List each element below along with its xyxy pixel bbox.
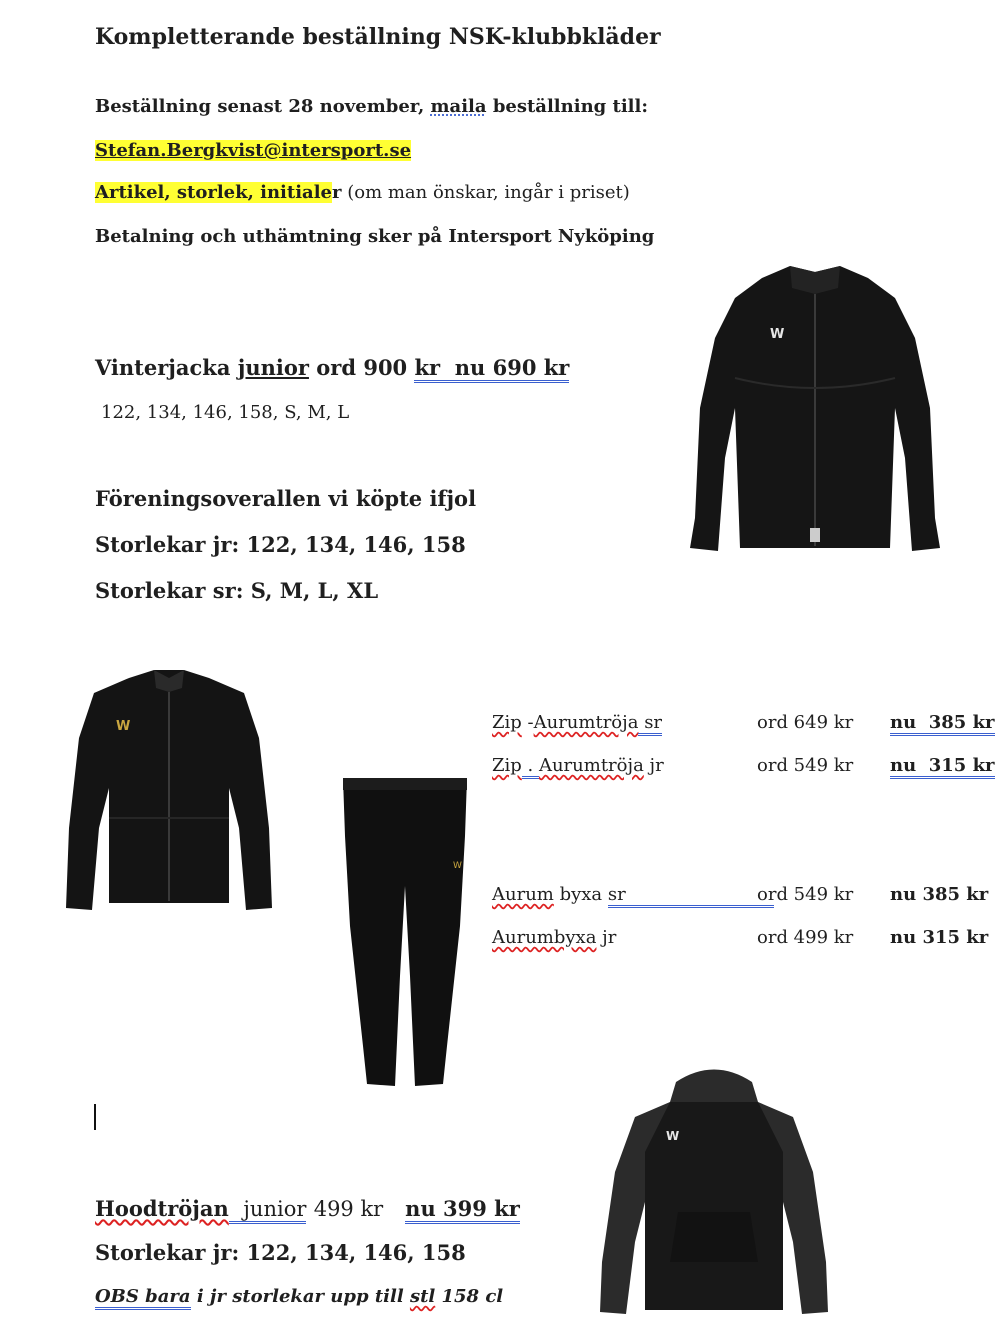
zip-sr-now <box>890 712 995 733</box>
email-link[interactable]: Stefan.Bergkvist@intersport.se <box>95 140 412 161</box>
price-row-pants-sr <box>492 884 774 908</box>
deadline-post: beställning till: <box>486 96 648 117</box>
pants-sr-item-a: Aurum <box>492 884 554 905</box>
overall-heading: Föreningsoverallen vi köpte ifjol <box>95 486 477 511</box>
order-info-line <box>95 182 630 203</box>
overall-sizes-jr: Storlekar jr: 122, 134, 146, 158 <box>95 532 466 557</box>
zip-sr-item-b: - <box>521 712 534 733</box>
hoodie-sizes: Storlekar jr: 122, 134, 146, 158 <box>95 1240 466 1265</box>
zip-sr-ord: ord 649 kr <box>757 712 854 733</box>
pants-image <box>335 776 475 1088</box>
zip-jacket-logo-icon: W <box>116 719 131 734</box>
overall-sizes-sr: Storlekar sr: S, M, L, XL <box>95 578 379 603</box>
winter-jacket-name: Vinterjacka <box>95 355 238 380</box>
deadline-pre: Beställning senast 28 november, <box>95 96 431 117</box>
hoodie-note-mid: i jr storlekar upp till <box>190 1286 410 1307</box>
zip-sr-now-price: 385 kr <box>929 712 995 736</box>
pants-jr-now <box>890 927 988 948</box>
page-title: Kompletterande beställning NSK-klubbkläder <box>95 24 661 50</box>
price-row-zip-sr <box>492 712 662 733</box>
winter-jacket-heading <box>95 355 569 380</box>
winter-jacket-sizes: 122, 134, 146, 158, S, M, L <box>101 402 350 423</box>
winter-jacket-junior: junior <box>237 355 309 380</box>
hoodie-logo-icon: W <box>666 1129 680 1143</box>
zip-jr-now <box>890 755 995 776</box>
zip-jr-ord: ord 549 kr <box>757 755 854 776</box>
zip-jr-item-d: jr <box>643 755 664 776</box>
hoodie-heading <box>95 1196 520 1221</box>
order-info-rest: (om man önskar, ingår i priset) <box>341 182 630 203</box>
hoodie-note <box>95 1286 503 1307</box>
email-line <box>95 140 411 161</box>
pants-logo-icon: W <box>453 861 462 871</box>
price-row-zip-jr <box>492 755 664 776</box>
winter-jacket-image <box>690 258 940 558</box>
hoodie-now-price: 399 kr <box>443 1196 520 1224</box>
pants-sr-item-b: byxa <box>553 884 608 905</box>
hoodie-note-stl: stl <box>409 1286 436 1307</box>
pants-jr-item-a: Aurumbyxa <box>492 927 597 948</box>
hoodie-name: Hoodtröjan <box>95 1196 229 1221</box>
zip-jr-now-word: nu <box>890 755 916 779</box>
hoodie-note-end: 158 cl <box>435 1286 504 1307</box>
deadline-line <box>95 96 648 117</box>
zip-jr-item-a: Zip <box>492 755 522 776</box>
order-info-tail: r <box>332 182 342 203</box>
zip-sr-item-d: sr <box>638 712 662 736</box>
maila-link[interactable]: maila <box>430 96 487 117</box>
zip-sr-item-a: Zip <box>492 712 522 733</box>
hoodie-image <box>598 1062 830 1320</box>
zip-sr-item-c: Aurumtröja <box>533 712 639 733</box>
pants-sr-item-c: sr <box>608 884 626 908</box>
pants-jr-now-price: 315 kr <box>922 927 989 948</box>
winter-jacket-kr: kr <box>414 355 440 383</box>
pants-jr-ord: ord 499 kr <box>757 927 854 948</box>
pants-sr-now <box>890 884 988 905</box>
zip-jacket-image <box>64 668 274 918</box>
pants-sr-now-word: nu <box>890 884 917 905</box>
winter-jacket-now-price: 690 kr <box>493 355 570 383</box>
zip-jr-item-b: . <box>522 755 539 779</box>
winter-jacket-ord: ord 900 <box>308 355 415 380</box>
pants-jr-item-b: jr <box>596 927 617 948</box>
hoodie-price: 499 kr <box>313 1197 384 1221</box>
hoodie-now-word: nu <box>405 1196 436 1224</box>
price-row-pants-jr <box>492 927 616 948</box>
pants-sr-now-price: 385 kr <box>922 884 989 905</box>
hoodie-junior: junior <box>243 1197 306 1224</box>
zip-jr-now-price: 315 kr <box>929 755 995 779</box>
winter-jacket-logo-icon: W <box>770 327 785 342</box>
text-cursor <box>94 1104 96 1130</box>
zip-jr-item-c: Aurumtröja <box>538 755 644 776</box>
zip-sr-now-word: nu <box>890 712 916 736</box>
order-info-highlight: Artikel, storlek, initiale <box>95 182 332 203</box>
pants-jr-now-word: nu <box>890 927 917 948</box>
winter-jacket-now: nu <box>455 355 486 383</box>
pants-sr-ord: ord 549 kr <box>757 884 854 905</box>
hoodie-note-obs: OBS bara <box>95 1286 191 1310</box>
payment-line: Betalning och uthämtning sker på Intersport Nyköping <box>95 226 655 247</box>
